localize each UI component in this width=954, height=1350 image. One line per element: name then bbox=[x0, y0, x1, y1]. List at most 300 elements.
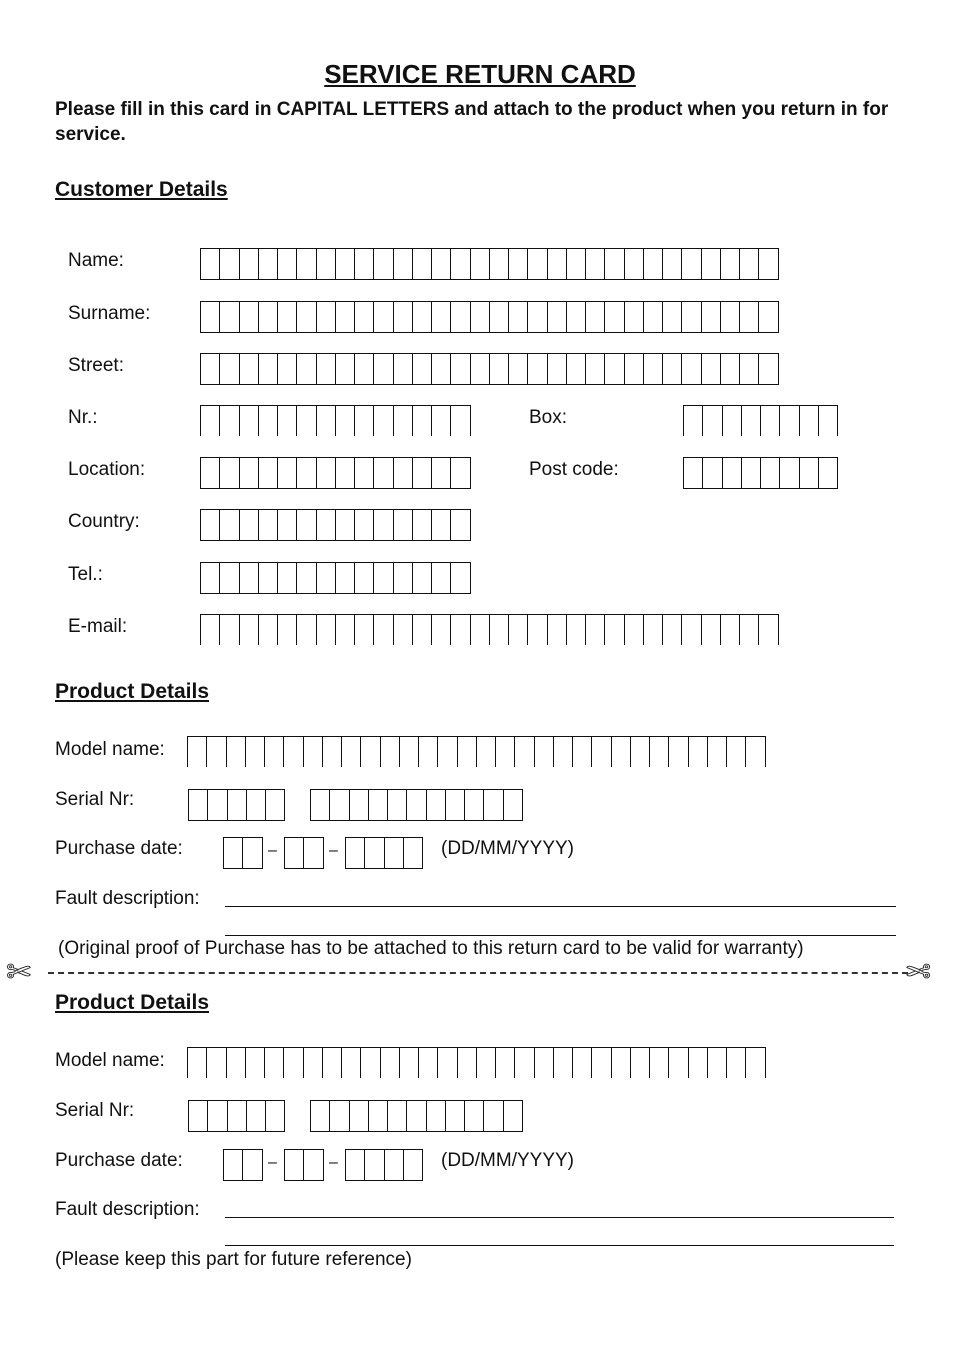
email-field[interactable] bbox=[200, 614, 779, 645]
char-box[interactable] bbox=[432, 458, 451, 488]
char-box[interactable] bbox=[451, 406, 470, 436]
char-box[interactable] bbox=[336, 458, 355, 488]
char-box[interactable] bbox=[438, 1048, 457, 1078]
char-box[interactable] bbox=[515, 1048, 534, 1078]
char-box[interactable] bbox=[297, 354, 316, 384]
char-box[interactable] bbox=[432, 510, 451, 540]
char-box[interactable] bbox=[528, 354, 547, 384]
char-box[interactable] bbox=[350, 790, 369, 820]
char-box[interactable] bbox=[702, 615, 721, 645]
char-box[interactable] bbox=[240, 406, 259, 436]
char-box[interactable] bbox=[477, 1048, 496, 1078]
char-box[interactable] bbox=[208, 1101, 227, 1131]
char-box[interactable] bbox=[528, 302, 547, 332]
char-box[interactable] bbox=[188, 1048, 207, 1078]
purchase-year-field[interactable] bbox=[345, 837, 423, 869]
char-box[interactable] bbox=[535, 737, 554, 767]
char-box[interactable] bbox=[394, 249, 413, 279]
char-box[interactable] bbox=[297, 615, 316, 645]
purchase-year-field[interactable] bbox=[345, 1149, 423, 1181]
char-box[interactable] bbox=[625, 302, 644, 332]
char-box[interactable] bbox=[207, 737, 226, 767]
char-box[interactable] bbox=[663, 302, 682, 332]
char-box[interactable] bbox=[259, 249, 278, 279]
char-box[interactable] bbox=[427, 1101, 446, 1131]
char-box[interactable] bbox=[742, 458, 761, 488]
char-box[interactable] bbox=[800, 406, 819, 436]
char-box[interactable] bbox=[355, 563, 374, 593]
char-box[interactable] bbox=[554, 1048, 573, 1078]
char-box[interactable] bbox=[740, 354, 759, 384]
char-box[interactable] bbox=[625, 249, 644, 279]
char-box[interactable] bbox=[413, 458, 432, 488]
char-box[interactable] bbox=[746, 737, 765, 767]
char-box[interactable] bbox=[451, 302, 470, 332]
char-box[interactable] bbox=[586, 249, 605, 279]
char-box[interactable] bbox=[342, 737, 361, 767]
char-box[interactable] bbox=[548, 354, 567, 384]
char-box[interactable] bbox=[355, 458, 374, 488]
char-box[interactable] bbox=[759, 615, 778, 645]
char-box[interactable] bbox=[605, 302, 624, 332]
char-box[interactable] bbox=[311, 790, 330, 820]
char-box[interactable] bbox=[207, 1048, 226, 1078]
char-box[interactable] bbox=[612, 737, 631, 767]
char-box[interactable] bbox=[381, 737, 400, 767]
char-box[interactable] bbox=[336, 354, 355, 384]
char-box[interactable] bbox=[259, 563, 278, 593]
char-box[interactable] bbox=[350, 1101, 369, 1131]
post-code-field[interactable] bbox=[683, 457, 838, 489]
char-box[interactable] bbox=[535, 1048, 554, 1078]
country-field[interactable] bbox=[200, 509, 471, 541]
fault-description-line-1[interactable] bbox=[225, 906, 896, 907]
char-box[interactable] bbox=[224, 1150, 243, 1180]
char-box[interactable] bbox=[240, 249, 259, 279]
char-box[interactable] bbox=[259, 302, 278, 332]
char-box[interactable] bbox=[394, 563, 413, 593]
char-box[interactable] bbox=[721, 354, 740, 384]
char-box[interactable] bbox=[684, 406, 703, 436]
char-box[interactable] bbox=[330, 790, 349, 820]
char-box[interactable] bbox=[682, 354, 701, 384]
char-box[interactable] bbox=[702, 249, 721, 279]
char-box[interactable] bbox=[509, 354, 528, 384]
char-box[interactable] bbox=[465, 1101, 484, 1131]
char-box[interactable] bbox=[278, 249, 297, 279]
char-box[interactable] bbox=[361, 1048, 380, 1078]
char-box[interactable] bbox=[404, 1150, 423, 1180]
char-box[interactable] bbox=[612, 1048, 631, 1078]
char-box[interactable] bbox=[385, 1150, 404, 1180]
char-box[interactable] bbox=[278, 354, 297, 384]
char-box[interactable] bbox=[721, 302, 740, 332]
char-box[interactable] bbox=[663, 249, 682, 279]
char-box[interactable] bbox=[471, 354, 490, 384]
char-box[interactable] bbox=[355, 510, 374, 540]
char-box[interactable] bbox=[407, 790, 426, 820]
char-box[interactable] bbox=[669, 1048, 688, 1078]
char-box[interactable] bbox=[451, 563, 470, 593]
char-box[interactable] bbox=[342, 1048, 361, 1078]
char-box[interactable] bbox=[201, 510, 220, 540]
char-box[interactable] bbox=[317, 302, 336, 332]
model-name-field[interactable] bbox=[187, 736, 766, 767]
char-box[interactable] bbox=[723, 458, 742, 488]
char-box[interactable] bbox=[625, 354, 644, 384]
char-box[interactable] bbox=[451, 249, 470, 279]
char-box[interactable] bbox=[458, 1048, 477, 1078]
char-box[interactable] bbox=[224, 838, 243, 868]
char-box[interactable] bbox=[374, 458, 393, 488]
char-box[interactable] bbox=[246, 737, 265, 767]
char-box[interactable] bbox=[484, 790, 503, 820]
char-box[interactable] bbox=[708, 737, 727, 767]
char-box[interactable] bbox=[689, 1048, 708, 1078]
char-box[interactable] bbox=[369, 790, 388, 820]
char-box[interactable] bbox=[259, 510, 278, 540]
char-box[interactable] bbox=[201, 563, 220, 593]
char-box[interactable] bbox=[780, 458, 799, 488]
char-box[interactable] bbox=[740, 615, 759, 645]
char-box[interactable] bbox=[759, 249, 778, 279]
char-box[interactable] bbox=[365, 1150, 384, 1180]
char-box[interactable] bbox=[644, 249, 663, 279]
char-box[interactable] bbox=[413, 302, 432, 332]
char-box[interactable] bbox=[297, 249, 316, 279]
char-box[interactable] bbox=[548, 302, 567, 332]
char-box[interactable] bbox=[605, 249, 624, 279]
char-box[interactable] bbox=[355, 249, 374, 279]
char-box[interactable] bbox=[374, 249, 393, 279]
char-box[interactable] bbox=[201, 302, 220, 332]
char-box[interactable] bbox=[413, 615, 432, 645]
char-box[interactable] bbox=[554, 737, 573, 767]
char-box[interactable] bbox=[427, 790, 446, 820]
nr-field[interactable] bbox=[200, 405, 471, 436]
char-box[interactable] bbox=[740, 302, 759, 332]
char-box[interactable] bbox=[284, 1048, 303, 1078]
serial-nr-field-part2[interactable] bbox=[310, 789, 523, 821]
char-box[interactable] bbox=[484, 1101, 503, 1131]
char-box[interactable] bbox=[490, 302, 509, 332]
char-box[interactable] bbox=[304, 838, 323, 868]
purchase-month-field[interactable] bbox=[284, 1149, 324, 1181]
char-box[interactable] bbox=[346, 838, 365, 868]
char-box[interactable] bbox=[451, 458, 470, 488]
char-box[interactable] bbox=[208, 790, 227, 820]
char-box[interactable] bbox=[702, 302, 721, 332]
char-box[interactable] bbox=[189, 1101, 208, 1131]
char-box[interactable] bbox=[240, 458, 259, 488]
char-box[interactable] bbox=[266, 1101, 285, 1131]
char-box[interactable] bbox=[432, 563, 451, 593]
char-box[interactable] bbox=[227, 1048, 246, 1078]
char-box[interactable] bbox=[336, 510, 355, 540]
char-box[interactable] bbox=[374, 302, 393, 332]
char-box[interactable] bbox=[465, 790, 484, 820]
char-box[interactable] bbox=[644, 615, 663, 645]
char-box[interactable] bbox=[432, 406, 451, 436]
char-box[interactable] bbox=[446, 790, 465, 820]
char-box[interactable] bbox=[573, 1048, 592, 1078]
fault-description-line-1[interactable] bbox=[225, 1217, 894, 1218]
char-box[interactable] bbox=[451, 510, 470, 540]
char-box[interactable] bbox=[509, 249, 528, 279]
char-box[interactable] bbox=[650, 1048, 669, 1078]
serial-nr-field-part1[interactable] bbox=[188, 1100, 285, 1132]
char-box[interactable] bbox=[365, 838, 384, 868]
char-box[interactable] bbox=[220, 249, 239, 279]
char-box[interactable] bbox=[631, 737, 650, 767]
char-box[interactable] bbox=[381, 1048, 400, 1078]
char-box[interactable] bbox=[297, 510, 316, 540]
char-box[interactable] bbox=[227, 737, 246, 767]
char-box[interactable] bbox=[394, 615, 413, 645]
char-box[interactable] bbox=[304, 737, 323, 767]
char-box[interactable] bbox=[284, 737, 303, 767]
char-box[interactable] bbox=[317, 510, 336, 540]
char-box[interactable] bbox=[548, 615, 567, 645]
char-box[interactable] bbox=[285, 838, 304, 868]
char-box[interactable] bbox=[477, 737, 496, 767]
purchase-month-field[interactable] bbox=[284, 837, 324, 869]
char-box[interactable] bbox=[385, 838, 404, 868]
char-box[interactable] bbox=[605, 354, 624, 384]
char-box[interactable] bbox=[567, 615, 586, 645]
char-box[interactable] bbox=[259, 458, 278, 488]
char-box[interactable] bbox=[240, 302, 259, 332]
char-box[interactable] bbox=[278, 458, 297, 488]
char-box[interactable] bbox=[592, 1048, 611, 1078]
char-box[interactable] bbox=[490, 615, 509, 645]
char-box[interactable] bbox=[240, 615, 259, 645]
char-box[interactable] bbox=[323, 737, 342, 767]
name-field[interactable] bbox=[200, 248, 779, 280]
char-box[interactable] bbox=[451, 354, 470, 384]
box-field[interactable] bbox=[683, 405, 838, 436]
char-box[interactable] bbox=[446, 1101, 465, 1131]
char-box[interactable] bbox=[400, 1048, 419, 1078]
char-box[interactable] bbox=[682, 615, 701, 645]
char-box[interactable] bbox=[278, 302, 297, 332]
fault-description-line-2[interactable] bbox=[225, 1245, 894, 1246]
char-box[interactable] bbox=[247, 1101, 266, 1131]
char-box[interactable] bbox=[682, 302, 701, 332]
char-box[interactable] bbox=[663, 354, 682, 384]
char-box[interactable] bbox=[684, 458, 703, 488]
char-box[interactable] bbox=[689, 737, 708, 767]
char-box[interactable] bbox=[669, 737, 688, 767]
serial-nr-field-part2[interactable] bbox=[310, 1100, 523, 1132]
char-box[interactable] bbox=[220, 354, 239, 384]
char-box[interactable] bbox=[586, 354, 605, 384]
char-box[interactable] bbox=[201, 249, 220, 279]
purchase-day-field[interactable] bbox=[223, 837, 263, 869]
char-box[interactable] bbox=[586, 302, 605, 332]
char-box[interactable] bbox=[278, 510, 297, 540]
char-box[interactable] bbox=[355, 302, 374, 332]
char-box[interactable] bbox=[394, 458, 413, 488]
char-box[interactable] bbox=[201, 615, 220, 645]
char-box[interactable] bbox=[220, 406, 239, 436]
char-box[interactable] bbox=[404, 838, 423, 868]
char-box[interactable] bbox=[394, 510, 413, 540]
char-box[interactable] bbox=[220, 458, 239, 488]
char-box[interactable] bbox=[374, 354, 393, 384]
char-box[interactable] bbox=[780, 406, 799, 436]
char-box[interactable] bbox=[374, 615, 393, 645]
char-box[interactable] bbox=[663, 615, 682, 645]
char-box[interactable] bbox=[240, 354, 259, 384]
char-box[interactable] bbox=[761, 458, 780, 488]
char-box[interactable] bbox=[458, 737, 477, 767]
serial-nr-field-part1[interactable] bbox=[188, 789, 285, 821]
char-box[interactable] bbox=[528, 615, 547, 645]
char-box[interactable] bbox=[509, 302, 528, 332]
char-box[interactable] bbox=[259, 406, 278, 436]
char-box[interactable] bbox=[515, 737, 534, 767]
char-box[interactable] bbox=[432, 249, 451, 279]
char-box[interactable] bbox=[317, 406, 336, 436]
char-box[interactable] bbox=[682, 249, 701, 279]
char-box[interactable] bbox=[278, 563, 297, 593]
char-box[interactable] bbox=[419, 1048, 438, 1078]
char-box[interactable] bbox=[369, 1101, 388, 1131]
char-box[interactable] bbox=[247, 790, 266, 820]
char-box[interactable] bbox=[297, 563, 316, 593]
char-box[interactable] bbox=[703, 406, 722, 436]
char-box[interactable] bbox=[374, 510, 393, 540]
char-box[interactable] bbox=[394, 354, 413, 384]
char-box[interactable] bbox=[336, 302, 355, 332]
char-box[interactable] bbox=[394, 302, 413, 332]
char-box[interactable] bbox=[311, 1101, 330, 1131]
char-box[interactable] bbox=[278, 615, 297, 645]
location-field[interactable] bbox=[200, 457, 471, 489]
surname-field[interactable] bbox=[200, 301, 779, 333]
model-name-field[interactable] bbox=[187, 1047, 766, 1078]
char-box[interactable] bbox=[394, 406, 413, 436]
char-box[interactable] bbox=[819, 458, 838, 488]
char-box[interactable] bbox=[759, 354, 778, 384]
char-box[interactable] bbox=[800, 458, 819, 488]
char-box[interactable] bbox=[220, 302, 239, 332]
char-box[interactable] bbox=[413, 354, 432, 384]
char-box[interactable] bbox=[304, 1048, 323, 1078]
char-box[interactable] bbox=[759, 302, 778, 332]
char-box[interactable] bbox=[471, 249, 490, 279]
char-box[interactable] bbox=[220, 563, 239, 593]
char-box[interactable] bbox=[201, 458, 220, 488]
street-field[interactable] bbox=[200, 353, 779, 385]
char-box[interactable] bbox=[567, 354, 586, 384]
char-box[interactable] bbox=[355, 615, 374, 645]
char-box[interactable] bbox=[528, 249, 547, 279]
char-box[interactable] bbox=[243, 838, 262, 868]
char-box[interactable] bbox=[592, 737, 611, 767]
char-box[interactable] bbox=[702, 354, 721, 384]
char-box[interactable] bbox=[573, 737, 592, 767]
char-box[interactable] bbox=[297, 406, 316, 436]
char-box[interactable] bbox=[317, 615, 336, 645]
char-box[interactable] bbox=[240, 563, 259, 593]
char-box[interactable] bbox=[413, 510, 432, 540]
char-box[interactable] bbox=[496, 1048, 515, 1078]
purchase-day-field[interactable] bbox=[223, 1149, 263, 1181]
char-box[interactable] bbox=[413, 563, 432, 593]
char-box[interactable] bbox=[723, 406, 742, 436]
char-box[interactable] bbox=[586, 615, 605, 645]
char-box[interactable] bbox=[201, 354, 220, 384]
char-box[interactable] bbox=[432, 615, 451, 645]
char-box[interactable] bbox=[220, 615, 239, 645]
char-box[interactable] bbox=[361, 737, 380, 767]
char-box[interactable] bbox=[259, 615, 278, 645]
char-box[interactable] bbox=[201, 406, 220, 436]
char-box[interactable] bbox=[374, 406, 393, 436]
char-box[interactable] bbox=[189, 790, 208, 820]
char-box[interactable] bbox=[243, 1150, 262, 1180]
char-box[interactable] bbox=[400, 737, 419, 767]
char-box[interactable] bbox=[504, 1101, 523, 1131]
char-box[interactable] bbox=[246, 1048, 265, 1078]
char-box[interactable] bbox=[451, 615, 470, 645]
char-box[interactable] bbox=[819, 406, 838, 436]
char-box[interactable] bbox=[625, 615, 644, 645]
char-box[interactable] bbox=[605, 615, 624, 645]
char-box[interactable] bbox=[317, 458, 336, 488]
char-box[interactable] bbox=[413, 249, 432, 279]
char-box[interactable] bbox=[742, 406, 761, 436]
char-box[interactable] bbox=[266, 790, 285, 820]
char-box[interactable] bbox=[727, 1048, 746, 1078]
char-box[interactable] bbox=[650, 737, 669, 767]
char-box[interactable] bbox=[317, 249, 336, 279]
char-box[interactable] bbox=[432, 354, 451, 384]
char-box[interactable] bbox=[727, 737, 746, 767]
char-box[interactable] bbox=[336, 249, 355, 279]
char-box[interactable] bbox=[490, 354, 509, 384]
char-box[interactable] bbox=[336, 563, 355, 593]
char-box[interactable] bbox=[721, 615, 740, 645]
char-box[interactable] bbox=[631, 1048, 650, 1078]
char-box[interactable] bbox=[644, 302, 663, 332]
char-box[interactable] bbox=[548, 249, 567, 279]
char-box[interactable] bbox=[228, 1101, 247, 1131]
fault-description-line-2[interactable] bbox=[225, 935, 896, 936]
char-box[interactable] bbox=[504, 790, 523, 820]
char-box[interactable] bbox=[355, 406, 374, 436]
char-box[interactable] bbox=[285, 1150, 304, 1180]
char-box[interactable] bbox=[432, 302, 451, 332]
char-box[interactable] bbox=[265, 1048, 284, 1078]
char-box[interactable] bbox=[496, 737, 515, 767]
char-box[interactable] bbox=[740, 249, 759, 279]
char-box[interactable] bbox=[228, 790, 247, 820]
char-box[interactable] bbox=[304, 1150, 323, 1180]
char-box[interactable] bbox=[278, 406, 297, 436]
char-box[interactable] bbox=[317, 563, 336, 593]
char-box[interactable] bbox=[336, 615, 355, 645]
char-box[interactable] bbox=[297, 302, 316, 332]
char-box[interactable] bbox=[490, 249, 509, 279]
char-box[interactable] bbox=[336, 406, 355, 436]
char-box[interactable] bbox=[471, 302, 490, 332]
char-box[interactable] bbox=[644, 354, 663, 384]
tel-field[interactable] bbox=[200, 562, 471, 594]
char-box[interactable] bbox=[240, 510, 259, 540]
